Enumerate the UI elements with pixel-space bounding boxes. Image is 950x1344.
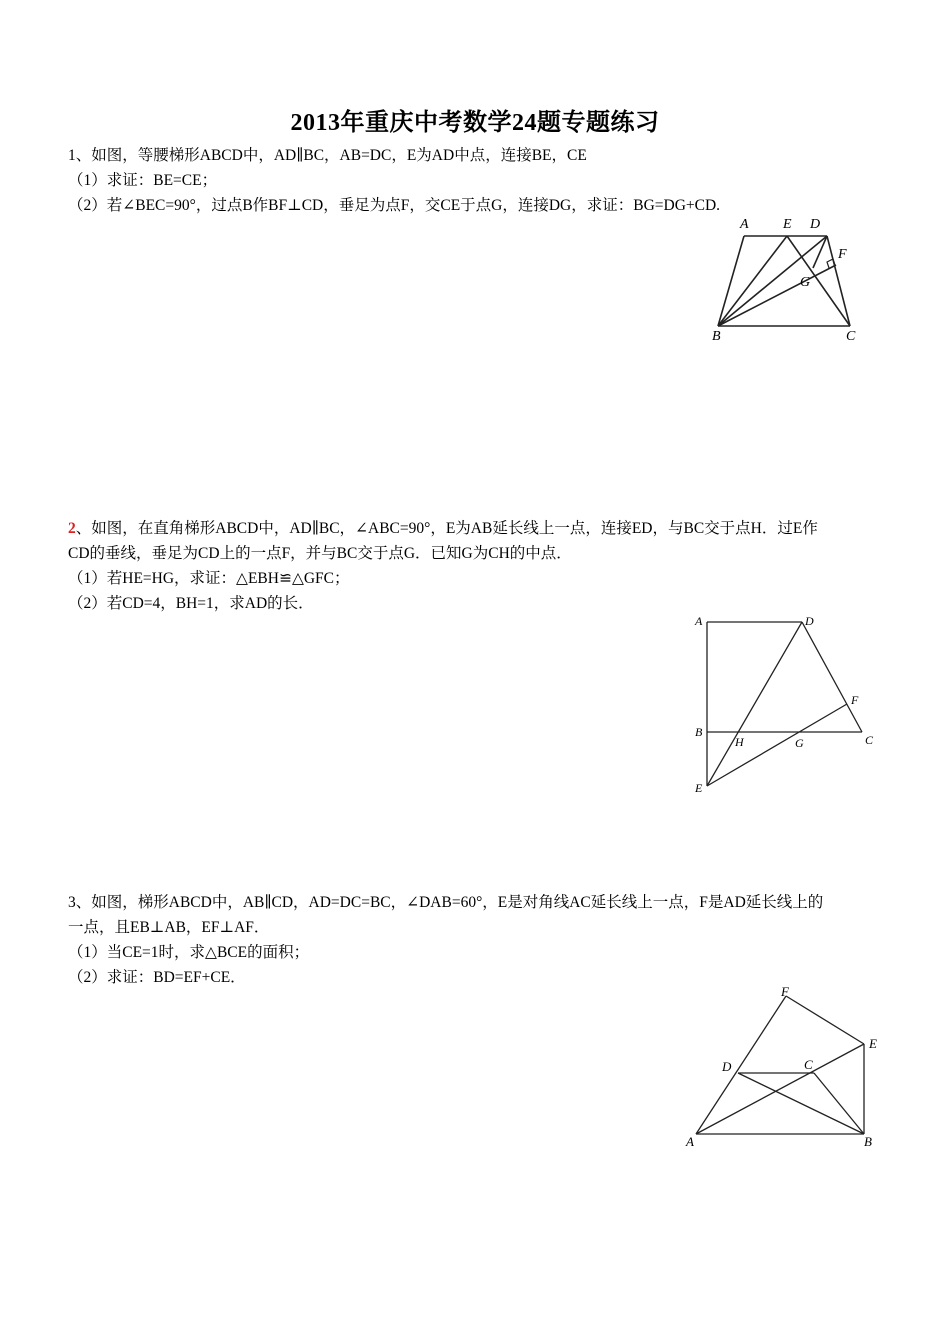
figure-3-label-d: D xyxy=(722,1059,732,1074)
problem-1-number: 1 xyxy=(68,147,76,164)
figure-3-label-b: B xyxy=(864,1134,872,1149)
problem-1-line-1: 、如图，等腰梯形ABCD中，AD∥BC，AB=DC，E为AD中点，连接BE，CE xyxy=(75,147,587,164)
figure-2-label-f: F xyxy=(851,693,859,707)
problem-2-number: 2 xyxy=(68,520,76,537)
segment-af xyxy=(696,996,786,1134)
segment-fe xyxy=(786,996,864,1044)
problem-1-part-2: （2）若∠BEC=90°，过点B作BF⊥CD，垂足为点F，交CE于点G，连接DG，求证：BG=DG+CD. xyxy=(68,197,721,214)
segment-bd xyxy=(718,236,827,326)
segment-ab xyxy=(718,236,744,326)
problem-2-part-1: （1）若HE=HG，求证：△EBH≌△GFC； xyxy=(68,570,350,587)
figure-1-label-e: E xyxy=(783,217,792,232)
figure-2-label-e: E xyxy=(695,781,703,795)
figure-1-label-b: B xyxy=(712,329,721,344)
problem-2-figure xyxy=(690,610,890,805)
problem-1-part-1: （1）求证：BE=CE； xyxy=(68,172,218,189)
figure-2-label-b: B xyxy=(695,725,703,739)
figure-3-label-a: A xyxy=(686,1134,694,1149)
page-title: 2013年重庆中考数学24题专题练习 xyxy=(290,110,660,136)
problem-3-part-2: （2）求证：BD=EF+CE． xyxy=(68,969,246,986)
figure-2-label-c: C xyxy=(865,733,874,747)
figure-1-label-c: C xyxy=(846,329,856,344)
problem-1-statement xyxy=(68,146,587,166)
figure-3-label-c: C xyxy=(804,1057,813,1072)
problem-3-statement xyxy=(68,893,823,913)
segment-db xyxy=(738,1073,864,1134)
segment-ef xyxy=(707,704,847,786)
problem-3-figure xyxy=(680,982,890,1152)
problem-2-line-2: CD的垂线，垂足为CD上的一点F，并与BC交于点G．已知G为CH的中点． xyxy=(68,545,572,562)
segment-bf xyxy=(718,265,836,326)
figure-1-label-f: F xyxy=(838,247,847,262)
problem-3-part-1: （1）当CE=1时，求△BCE的面积； xyxy=(68,944,310,961)
figure-2-label-g: G xyxy=(795,736,804,750)
figure-1-label-a: A xyxy=(740,217,749,232)
problem-2-part-2: （2）若CD=4，BH=1，求AD的长． xyxy=(68,595,314,612)
figure-1-label-d: D xyxy=(810,217,821,232)
problem-3-line-1: 、如图，梯形ABCD中，AB∥CD，AD=DC=BC，∠DAB=60°，E是对角线AC延长线上一点，F是AD延长线上的 xyxy=(75,894,824,911)
segment-dc xyxy=(802,622,862,732)
problem-3-line-2: 一点，且EB⊥AB，EF⊥AF． xyxy=(68,919,270,936)
figure-2-label-a: A xyxy=(695,614,703,628)
problem-2-statement xyxy=(68,519,818,539)
figure-2-label-h: H xyxy=(735,735,744,749)
figure-1-label-g: G xyxy=(800,275,811,290)
figure-3-label-f: F xyxy=(781,984,789,999)
segment-ae xyxy=(696,1044,864,1134)
problem-2-line-1: 、如图，在直角梯形ABCD中，AD∥BC，∠ABC=90°，E为AB延长线上一点，连接ED，与BC交于点H．过E作 xyxy=(75,520,818,537)
figure-2-label-d: D xyxy=(805,614,814,628)
segment-cb xyxy=(814,1073,864,1134)
figure-3-label-e: E xyxy=(869,1036,877,1051)
problem-3-number: 3 xyxy=(68,894,76,911)
segment-ed xyxy=(707,622,802,786)
segment-be xyxy=(718,236,787,326)
problem-1-figure xyxy=(700,212,870,347)
